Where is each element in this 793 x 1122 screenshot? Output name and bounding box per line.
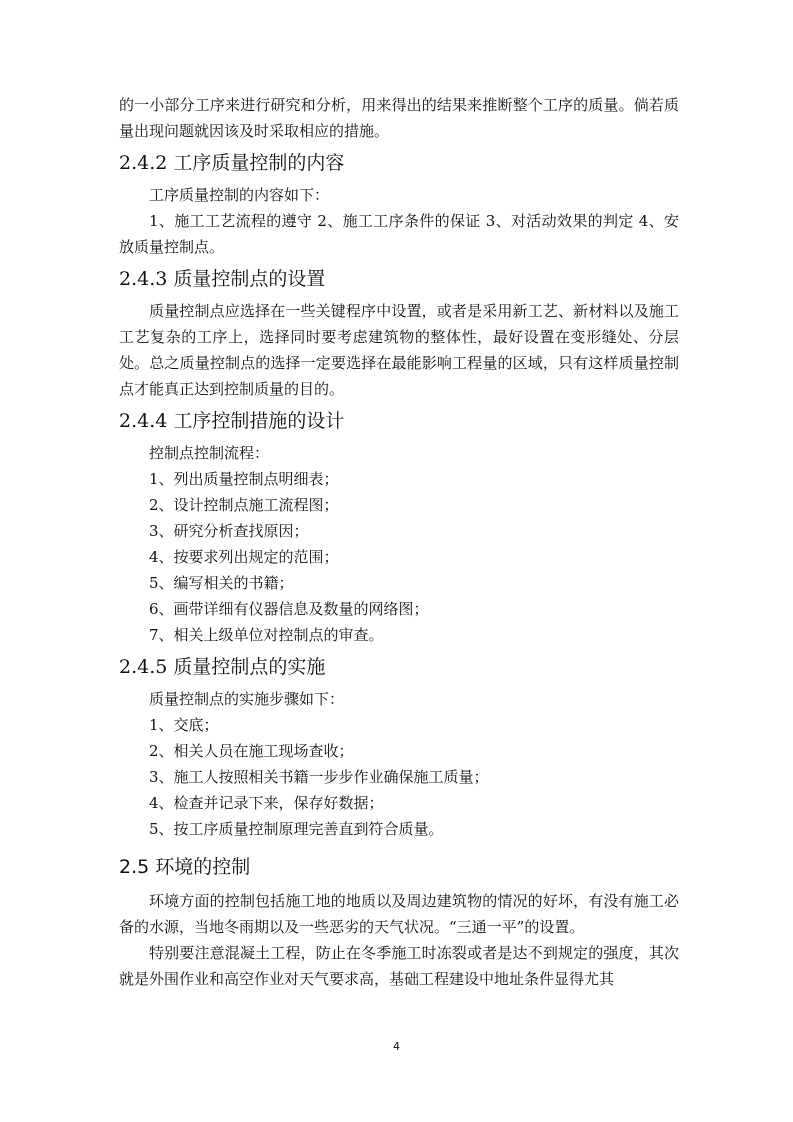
sec-2-5-paragraph-2: 特别要注意混凝土工程，防止在冬季施工时冻裂或者是达不到规定的强度，其次就是外围作业和高空作业对天气要求高，基础工程建设中地址条件显得尤其 bbox=[119, 944, 679, 988]
continuation-paragraph: 的一小部分工序来进行研究和分析，用来得出的结果来推断整个工序的质量。倘若质量出现问题就因该及时采取相应的措施。 bbox=[119, 96, 679, 140]
list-item: 2、设计控制点施工流程图； bbox=[149, 496, 339, 514]
list-item: 6、画带详细有仪器信息及数量的网络图； bbox=[149, 600, 429, 618]
sec-2-4-5-intro: 质量控制点的实施步骤如下： bbox=[149, 690, 345, 708]
list-item: 1、列出质量控制点明细表； bbox=[149, 470, 339, 488]
sec-2-4-4-intro: 控制点控制流程： bbox=[149, 444, 270, 462]
sec-2-4-2-items: 1、施工工艺流程的遵守 2、施工工序条件的保证 3、对活动效果的判定 4、安放质量控制点。 bbox=[119, 212, 679, 256]
heading-2-4-5: 2.4.5 质量控制点的实施 bbox=[119, 656, 326, 678]
list-item: 4、按要求列出规定的范围； bbox=[149, 548, 339, 566]
page-content bbox=[119, 92, 679, 992]
list-item: 3、研究分析查找原因； bbox=[149, 522, 309, 540]
list-item: 1、交底； bbox=[149, 716, 219, 734]
heading-2-4-3: 2.4.3 质量控制点的设置 bbox=[119, 268, 326, 290]
list-item: 7、相关上级单位对控制点的审查。 bbox=[149, 626, 384, 644]
list-item: 5、编写相关的书籍； bbox=[149, 574, 294, 592]
sec-2-4-2-intro: 工序质量控制的内容如下： bbox=[149, 186, 330, 204]
page-number: 4 bbox=[393, 1040, 400, 1053]
list-item: 5、按工序质量控制原理完善直到符合质量。 bbox=[149, 820, 444, 838]
heading-2-5: 2.5 环境的控制 bbox=[119, 856, 251, 878]
list-item: 2、相关人员在施工现场查收； bbox=[149, 742, 354, 760]
list-item: 4、检查并记录下来，保存好数据； bbox=[149, 794, 384, 812]
heading-2-4-2: 2.4.2 工序质量控制的内容 bbox=[119, 152, 345, 174]
list-item: 3、施工人按照相关书籍一步步作业确保施工质量； bbox=[149, 768, 489, 786]
sec-2-4-3-body: 质量控制点应选择在一些关键程序中设置，或者是采用新工艺、新材料以及施工工艺复杂的工序上，选择同时要考虑建筑物的整体性，最好设置在变形缝处、分层处。总之质量控制点的选择一定要选择在最能影响工程量的区域，只有这样质量控制点才能真正达到控制质量的目的。 bbox=[119, 302, 679, 398]
heading-2-4-4: 2.4.4 工序控制措施的设计 bbox=[119, 410, 345, 432]
sec-2-5-paragraph-1: 环境方面的控制包括施工地的地质以及周边建筑物的情况的好坏，有没有施工必备的水源，当地冬雨期以及一些恶劣的天气状况。“三通一平”的设置。 bbox=[119, 892, 679, 936]
